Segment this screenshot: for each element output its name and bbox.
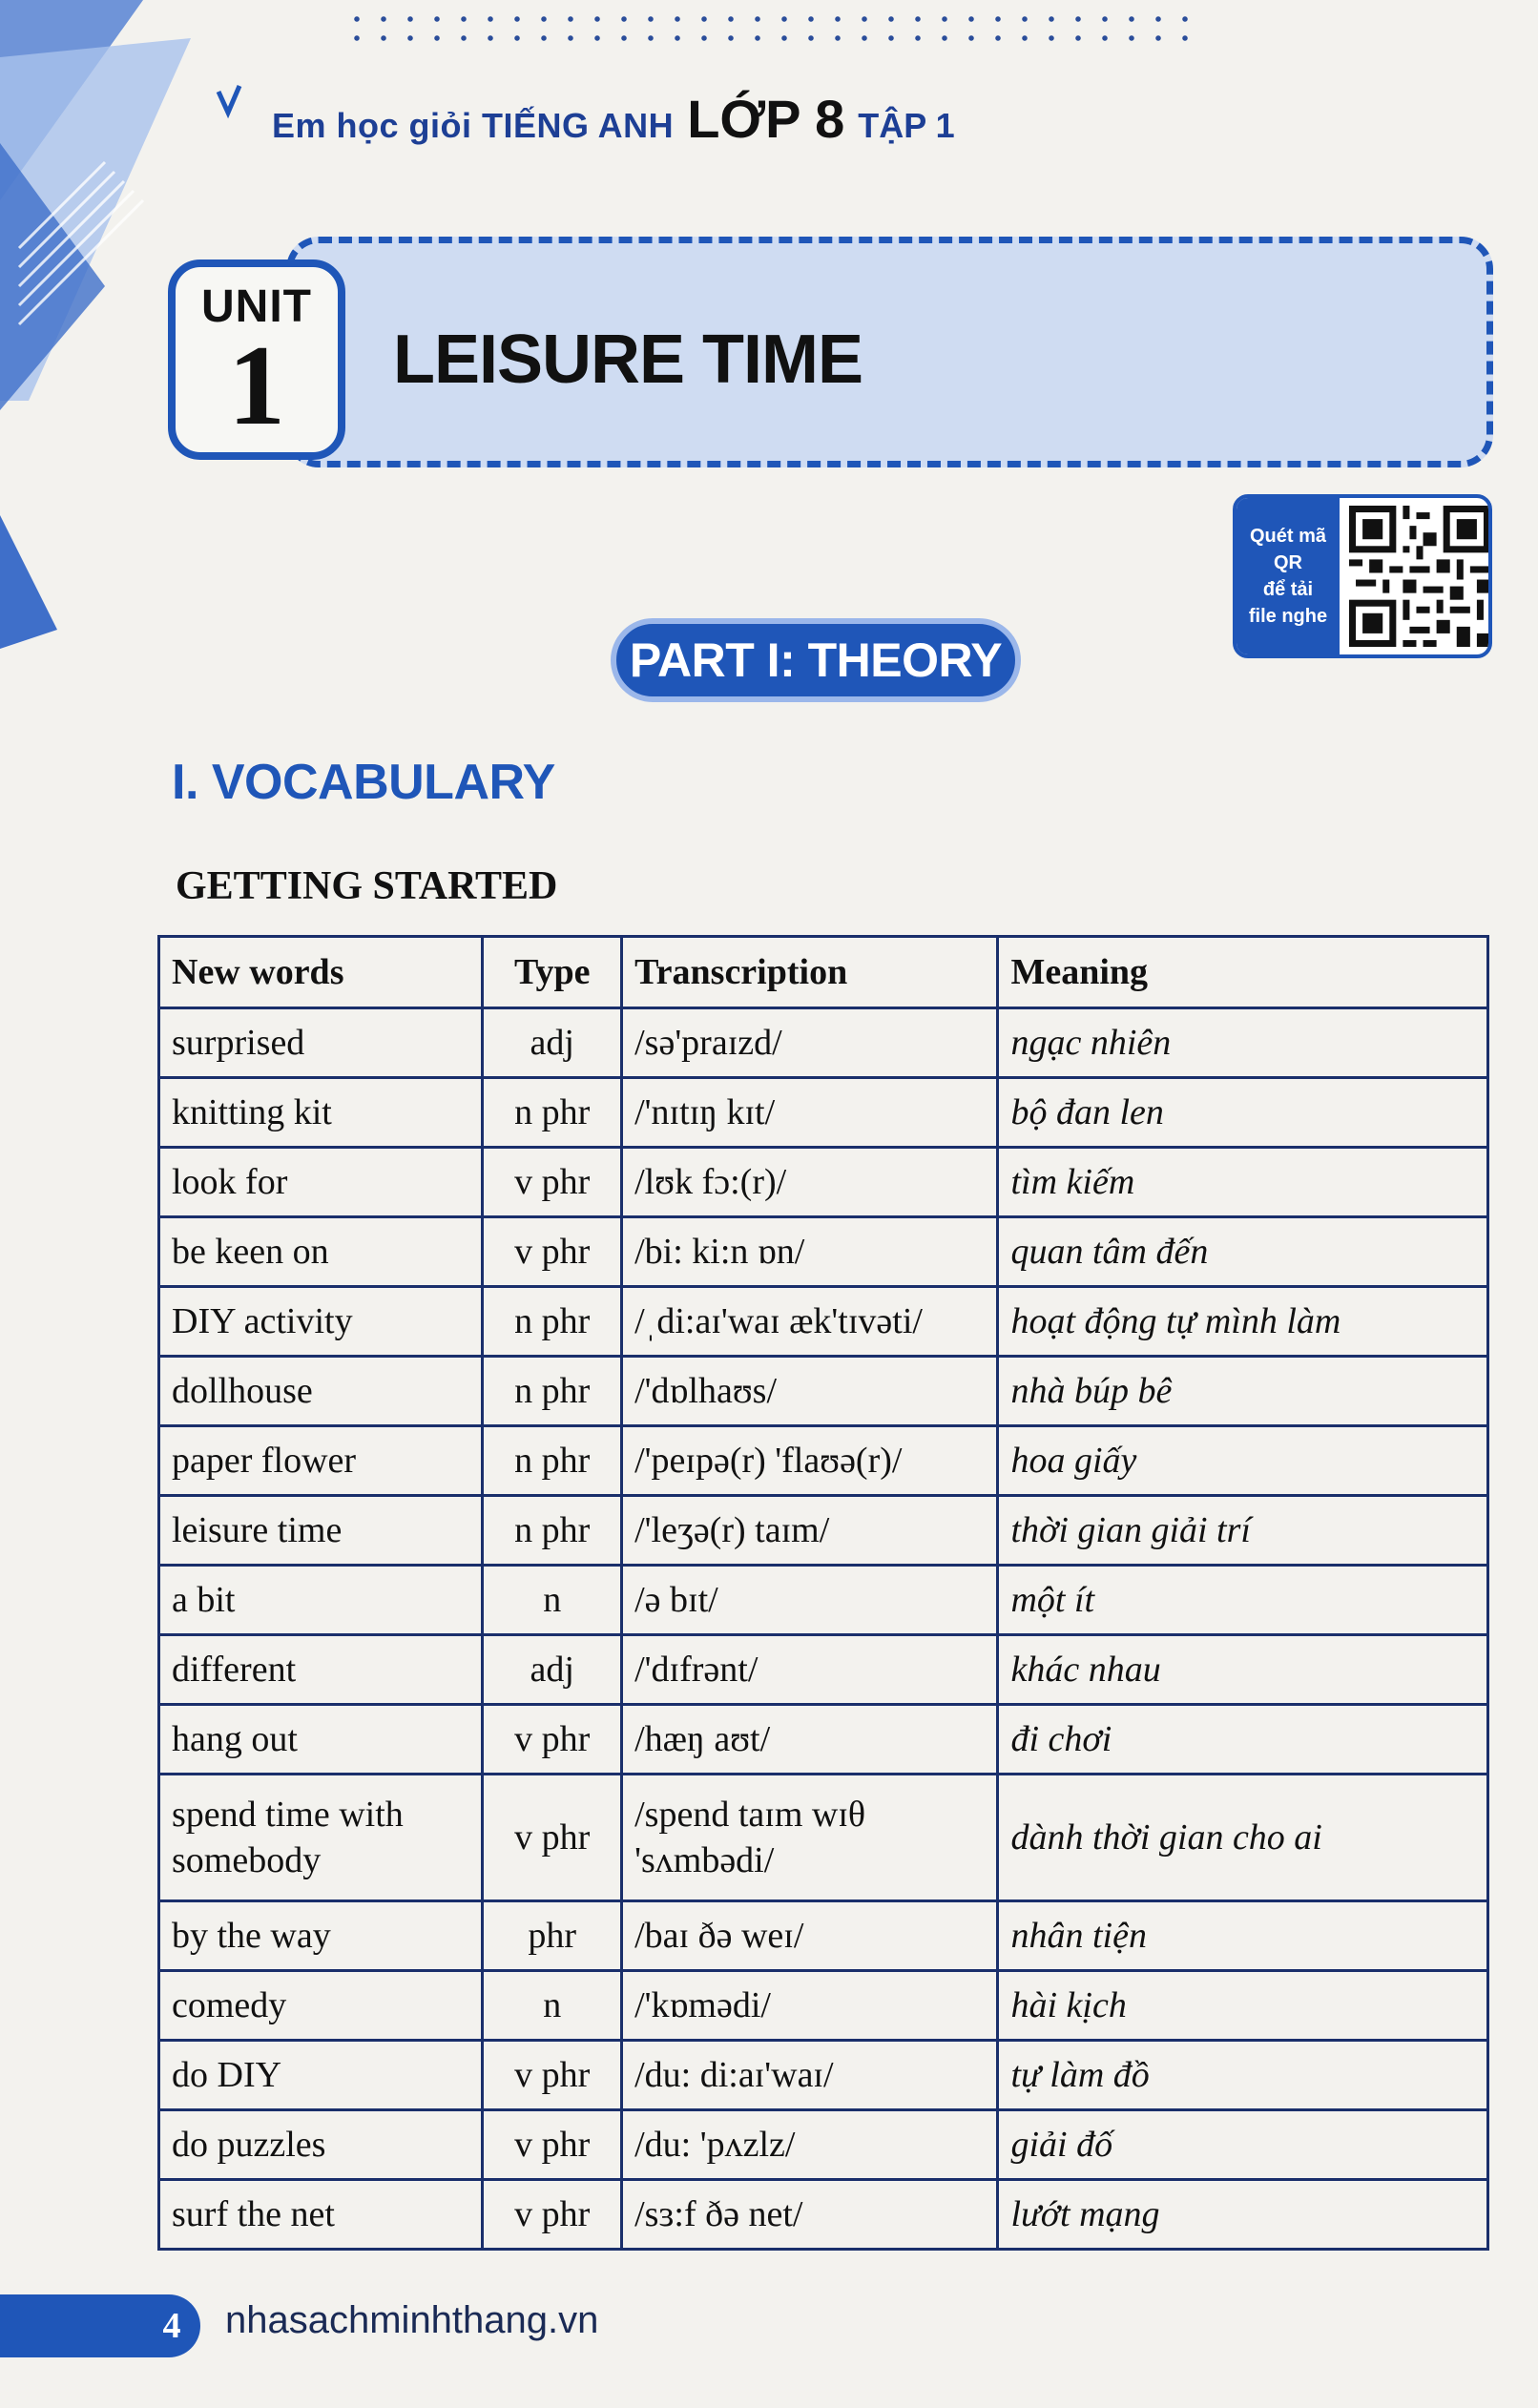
website-link[interactable]: nhasachminhthang.vn <box>225 2299 599 2341</box>
unit-label: UNIT <box>201 281 312 332</box>
cell-word: dollhouse <box>159 1357 483 1426</box>
qr-code-icon[interactable] <box>1349 506 1490 647</box>
cell-word: different <box>159 1635 483 1705</box>
table-row <box>159 1426 1488 1496</box>
cell-meaning: lướt mạng <box>998 2180 1488 2250</box>
cell-type: n phr <box>483 1496 622 1566</box>
qr-label-line: Quét mã <box>1249 526 1326 547</box>
table-header-row <box>159 937 1488 1008</box>
cell-transcription: /ə bɪt/ <box>622 1566 998 1635</box>
table-row <box>159 1078 1488 1148</box>
cell-transcription: /bi: ki:n ɒn/ <box>622 1217 998 1287</box>
cell-word: hang out <box>159 1705 483 1775</box>
sub-heading: GETTING STARTED <box>176 864 558 908</box>
cell-meaning: hài kịch <box>998 1971 1488 2041</box>
cell-transcription: /ˌdi:aɪ'waɪ æk'tɪvəti/ <box>622 1287 998 1357</box>
part-title: PART I: THEORY <box>611 618 1021 702</box>
cell-word: surf the net <box>159 2180 483 2250</box>
cell-transcription: /sə'praɪzd/ <box>622 1008 998 1078</box>
unit-title: LEISURE TIME <box>393 322 863 398</box>
table-row <box>159 1008 1488 1078</box>
cell-type: adj <box>483 1008 622 1078</box>
cell-type: n <box>483 1971 622 2041</box>
cell-meaning: nhà búp bê <box>998 1357 1488 1426</box>
qr-block[interactable] <box>1233 494 1492 658</box>
cell-type: v phr <box>483 2110 622 2180</box>
column-header-new-words: New words <box>159 937 483 1008</box>
cell-word: knitting kit <box>159 1078 483 1148</box>
section-heading: I. VOCABULARY <box>172 755 555 810</box>
table-row <box>159 1357 1488 1426</box>
cell-meaning: đi chơi <box>998 1705 1488 1775</box>
cell-type: v phr <box>483 1775 622 1901</box>
qr-label-line: file nghe <box>1248 606 1328 627</box>
table-row <box>159 1287 1488 1357</box>
cell-type: v phr <box>483 2180 622 2250</box>
cell-type: phr <box>483 1901 622 1971</box>
cell-type: n <box>483 1566 622 1635</box>
cell-type: n phr <box>483 1426 622 1496</box>
table-row <box>159 1635 1488 1705</box>
cell-transcription: /'dɒlhaʊs/ <box>622 1357 998 1426</box>
cell-word: spend time with somebody <box>159 1775 483 1901</box>
cell-word: leisure time <box>159 1496 483 1566</box>
cell-transcription: /du: 'pʌzlz/ <box>622 2110 998 2180</box>
cell-word: DIY activity <box>159 1287 483 1357</box>
cell-word: comedy <box>159 1971 483 2041</box>
cell-transcription: /'nɪtɪŋ kɪt/ <box>622 1078 998 1148</box>
table-row <box>159 1971 1488 2041</box>
table-row <box>159 1775 1488 1901</box>
cell-type: v phr <box>483 1148 622 1217</box>
cell-meaning: dành thời gian cho ai <box>998 1775 1488 1901</box>
cell-type: v phr <box>483 1705 622 1775</box>
table-row <box>159 2180 1488 2250</box>
qr-label-line: QR <box>1273 552 1302 573</box>
check-tick-icon <box>215 84 243 122</box>
cell-type: v phr <box>483 2041 622 2110</box>
table-row <box>159 1496 1488 1566</box>
table-row <box>159 2110 1488 2180</box>
book-title-volume: TẬP 1 <box>858 106 955 145</box>
cell-transcription: /spend taɪm wɪθ 'sʌmbədi/ <box>622 1775 998 1901</box>
cell-type: n phr <box>483 1287 622 1357</box>
cell-transcription: /du: di:aɪ'waɪ/ <box>622 2041 998 2110</box>
table-row <box>159 1566 1488 1635</box>
table-row <box>159 2041 1488 2110</box>
qr-label-line: để tải <box>1262 579 1314 600</box>
cell-transcription: /lʊk fɔ:(r)/ <box>622 1148 998 1217</box>
cell-word: surprised <box>159 1008 483 1078</box>
cell-meaning: thời gian giải trí <box>998 1496 1488 1566</box>
qr-label <box>1237 498 1340 654</box>
book-title-grade: LỚP 8 <box>687 89 845 149</box>
cell-word: do DIY <box>159 2041 483 2110</box>
cell-meaning: khác nhau <box>998 1635 1488 1705</box>
corner-decoration-left-icon <box>0 515 67 658</box>
cell-transcription: /sɜ:f ðə net/ <box>622 2180 998 2250</box>
cell-word: a bit <box>159 1566 483 1635</box>
cell-word: by the way <box>159 1901 483 1971</box>
page-number: 4 <box>162 2306 181 2346</box>
cell-meaning: bộ đan len <box>998 1078 1488 1148</box>
cell-transcription: /'peɪpə(r) 'flaʊə(r)/ <box>622 1426 998 1496</box>
cell-type: n phr <box>483 1357 622 1426</box>
cell-type: adj <box>483 1635 622 1705</box>
unit-badge <box>168 259 345 460</box>
cell-type: n phr <box>483 1078 622 1148</box>
cell-meaning: tự làm đồ <box>998 2041 1488 2110</box>
cell-meaning: tìm kiếm <box>998 1148 1488 1217</box>
cell-meaning: ngạc nhiên <box>998 1008 1488 1078</box>
cell-transcription: /'dɪfrənt/ <box>622 1635 998 1705</box>
cell-meaning: một ít <box>998 1566 1488 1635</box>
column-header-type: Type <box>483 937 622 1008</box>
cell-word: be keen on <box>159 1217 483 1287</box>
cell-meaning: hoạt động tự mình làm <box>998 1287 1488 1357</box>
cell-type: v phr <box>483 1217 622 1287</box>
table-row <box>159 1705 1488 1775</box>
cell-meaning: giải đố <box>998 2110 1488 2180</box>
cell-meaning: quan tâm đến <box>998 1217 1488 1287</box>
header-dot-pattern <box>343 10 1202 48</box>
column-header-meaning: Meaning <box>998 937 1488 1008</box>
cell-transcription: /baɪ ðə weɪ/ <box>622 1901 998 1971</box>
column-header-transcription: Transcription <box>622 937 998 1008</box>
cell-word: paper flower <box>159 1426 483 1496</box>
unit-number: 1 <box>228 322 285 448</box>
book-title-series: Em học giỏi TIẾNG ANH <box>272 106 675 145</box>
vocabulary-table <box>157 935 1489 2251</box>
cell-transcription: /'leʒə(r) taɪm/ <box>622 1496 998 1566</box>
table-row <box>159 1148 1488 1217</box>
table-row <box>159 1901 1488 1971</box>
cell-word: do puzzles <box>159 2110 483 2180</box>
cell-meaning: hoa giấy <box>998 1426 1488 1496</box>
cell-transcription: /'kɒmədi/ <box>622 1971 998 2041</box>
cell-word: look for <box>159 1148 483 1217</box>
cell-transcription: /hæŋ aʊt/ <box>622 1705 998 1775</box>
cell-meaning: nhân tiện <box>998 1901 1488 1971</box>
book-title <box>272 88 955 155</box>
table-row <box>159 1217 1488 1287</box>
